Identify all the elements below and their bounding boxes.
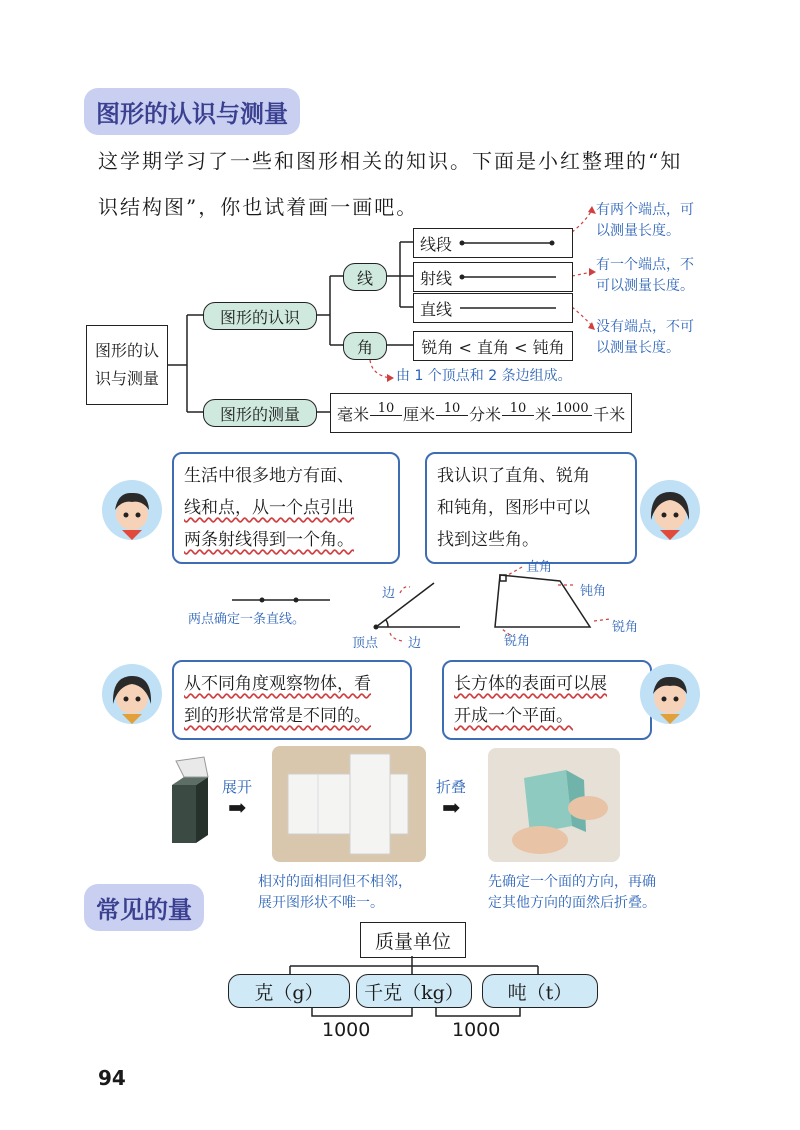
mass-gram: 克（g） — [228, 974, 350, 1008]
label-obtuse: 钝角 — [580, 584, 607, 599]
section-title-quantities: 常见的量 — [84, 884, 204, 931]
rate-dm-m: 10 — [502, 402, 534, 416]
label-side-2: 边 — [408, 636, 422, 651]
segment-label: 线段 — [420, 234, 453, 254]
mass-ton: 吨（t） — [482, 974, 598, 1008]
straight-line-icon — [458, 303, 558, 313]
bubble-boy-1-line2: 线和点，从一个点引出 — [184, 498, 354, 518]
bubble-girl-2-line2: 到的形状常常是不同的。 — [184, 706, 371, 726]
section-title-shapes: 图形的认识与测量 — [84, 88, 300, 135]
boy-avatar-2-icon — [640, 664, 700, 724]
page-number: 94 — [98, 1066, 126, 1090]
unit-cm: 厘米 — [403, 404, 436, 424]
node-length-units — [330, 393, 632, 433]
label-vertex: 顶点 — [352, 636, 379, 651]
trapezoid-figure — [495, 575, 590, 627]
ray-icon — [458, 272, 558, 282]
intro-text-line1: 这学期学习了一些和图形相关的知识。下面是小红整理的“知 — [98, 149, 683, 173]
note-fold — [488, 872, 656, 914]
bubble-boy-2-line1: 长方体的表面可以展 — [454, 674, 607, 694]
note-segment-line1: 有两个端点，可 — [596, 202, 694, 218]
note-fold-line1: 先确定一个面的方向，再确 — [488, 874, 656, 890]
rate-mm-cm: 10 — [370, 402, 402, 416]
diagram-root-node — [86, 325, 168, 405]
bubble-girl-1-line1: 我认识了直角、锐角 — [437, 466, 590, 486]
girl-avatar-2-icon — [102, 664, 162, 724]
boy-face-icon — [102, 480, 162, 540]
note-angle: 由 1 个顶点和 2 条边组成。 — [396, 368, 572, 384]
unit-mm: 毫米 — [337, 404, 370, 424]
node-shape-recognition: 图形的认识 — [203, 302, 317, 330]
ray-label: 射线 — [420, 268, 453, 288]
arrow-right-2-icon: ➡ — [442, 796, 461, 821]
note-fold-line2: 定其他方向的面然后折叠。 — [488, 895, 656, 911]
mass-kilogram: 千克（kg） — [356, 974, 472, 1008]
note-straight-line1: 没有端点，不可 — [596, 319, 694, 335]
unit-m: 米 — [535, 404, 552, 424]
expand-label: 展开 — [222, 778, 253, 796]
node-line: 线 — [343, 263, 387, 291]
rate-g-kg: 1000 — [322, 1019, 371, 1041]
unit-km: 千米 — [593, 404, 626, 424]
rate-m-km: 1000 — [552, 402, 592, 416]
node-angle: 角 — [343, 332, 387, 360]
boy-avatar-icon — [102, 480, 162, 540]
unfolded-net-photo — [272, 746, 426, 862]
fold-label: 折叠 — [436, 778, 467, 796]
box-photo-icon — [166, 755, 216, 845]
node-shape-measure: 图形的测量 — [203, 399, 317, 427]
bubble-boy-1-line3: 两条射线得到一个角。 — [184, 530, 354, 550]
node-segment — [413, 228, 573, 258]
bubble-girl-1 — [425, 452, 637, 564]
label-right-angle: 直角 — [526, 560, 553, 575]
node-ray — [413, 262, 573, 292]
bubble-boy-1 — [172, 452, 400, 564]
unit-dm: 分米 — [469, 404, 502, 424]
two-points-caption: 两点确定一条直线。 — [188, 612, 306, 627]
folding-hands-icon — [488, 748, 620, 862]
folding-box-photo — [488, 748, 620, 862]
intro-text-line2: 识结构图”，你也试着画一画吧。 — [98, 195, 419, 219]
straight-label: 直线 — [420, 299, 453, 319]
girl-face-2-icon — [102, 664, 162, 724]
rate-cm-dm: 10 — [436, 402, 468, 416]
bubble-boy-1-line1: 生活中很多地方有面、 — [184, 466, 354, 486]
bubble-boy-2 — [442, 660, 652, 740]
label-acute-2: 锐角 — [612, 620, 639, 635]
node-straight-line — [413, 293, 573, 323]
bubble-boy-2-line2: 开成一个平面。 — [454, 706, 573, 726]
node-angle-types: 锐角 < 直角 < 钝角 — [413, 331, 573, 361]
note-straight — [596, 317, 694, 359]
note-segment — [596, 200, 694, 242]
angle-arc — [386, 620, 388, 627]
geometry-figures — [170, 555, 640, 655]
note-ray-line2: 可以测量长度。 — [596, 278, 694, 294]
label-acute-1: 锐角 — [504, 634, 531, 649]
diagram-root-line2: 识与测量 — [94, 369, 159, 388]
note-ray-line1: 有一个端点，不 — [596, 257, 694, 273]
note-ray — [596, 255, 694, 297]
box-net-icon — [272, 746, 426, 862]
bubble-girl-1-line2: 和钝角，图形中可以 — [437, 498, 590, 518]
note-straight-line2: 以测量长度。 — [596, 340, 680, 356]
note-unfold-line1: 相对的面相同但不相邻， — [258, 874, 412, 890]
note-segment-line2: 以测量长度。 — [596, 223, 680, 239]
bubble-girl-2-line1: 从不同角度观察物体，看 — [184, 674, 371, 694]
mass-units-box: 质量单位 — [360, 922, 466, 958]
rate-kg-t: 1000 — [452, 1019, 501, 1041]
bubble-girl-2 — [172, 660, 412, 740]
girl-avatar-icon — [640, 480, 700, 540]
girl-face-icon — [640, 480, 700, 540]
note-unfold-line2: 展开图形状不唯一。 — [258, 895, 384, 911]
segment-icon — [458, 238, 558, 248]
label-side-1: 边 — [382, 586, 396, 601]
arrow-right-icon: ➡ — [228, 796, 247, 821]
diagram-root-line1: 图形的认 — [94, 341, 159, 360]
boy-face-2-icon — [640, 664, 700, 724]
note-unfold — [258, 872, 412, 914]
bubble-girl-1-line3: 找到这些角。 — [437, 530, 539, 550]
